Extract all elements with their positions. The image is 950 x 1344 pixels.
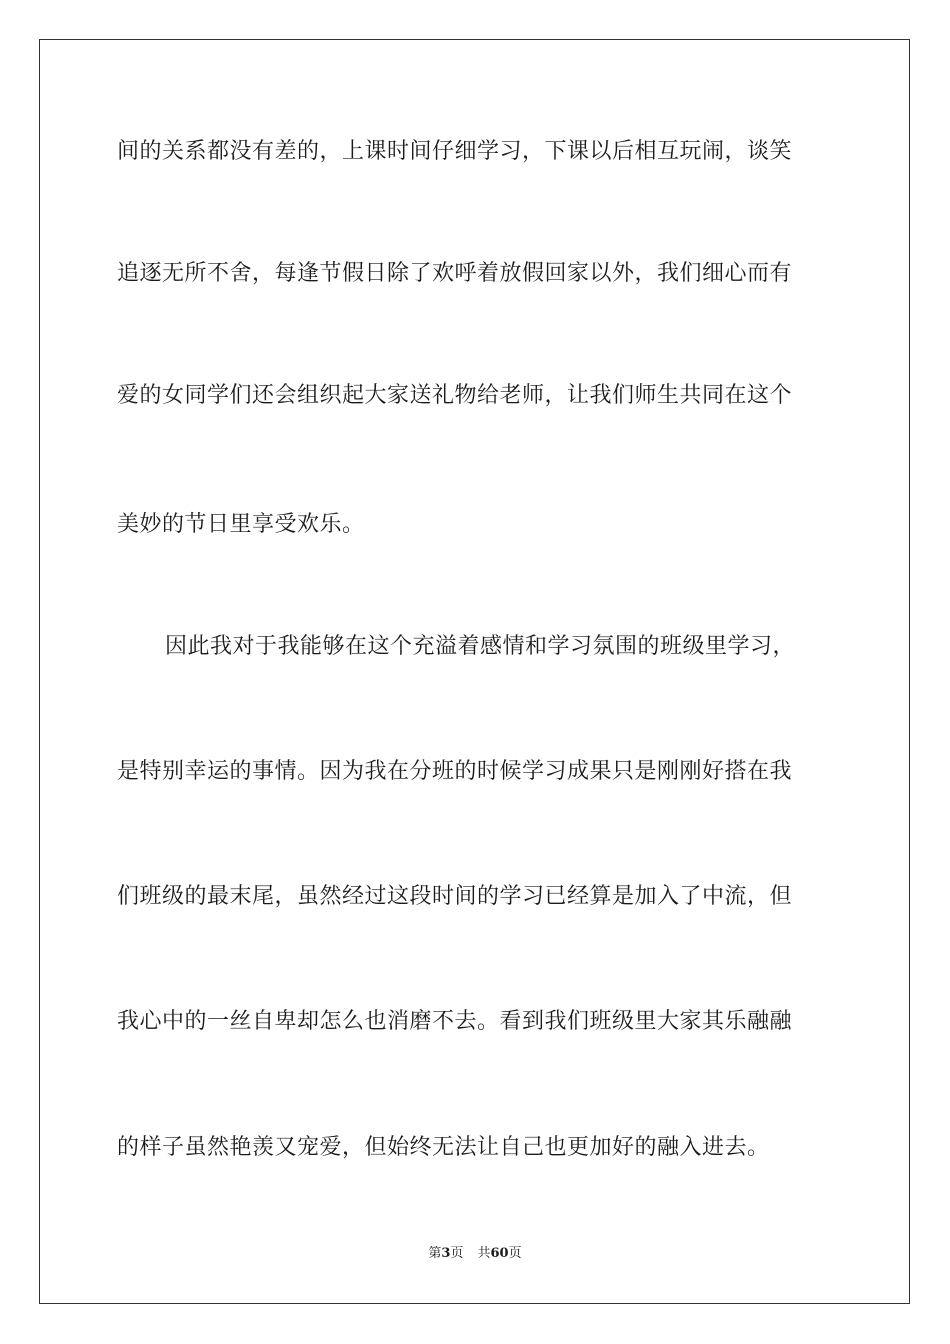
text-line-6: 是特别幸运的事情。因为我在分班的时候学习成果只是刚刚好搭在我 — [117, 759, 793, 784]
page-suffix: 页 — [450, 1246, 464, 1261]
page-number: 3 — [441, 1246, 451, 1261]
text-line-1: 间的关系都没有差的，上课时间仔细学习，下课以后相互玩闹，谈笑 — [117, 139, 793, 164]
total-prefix: 共 — [477, 1246, 491, 1261]
text-line-3: 爱的女同学们还会组织起大家送礼物给老师，让我们师生共同在这个 — [117, 383, 793, 408]
total-pages: 60 — [490, 1246, 509, 1261]
text-line-9: 的样子虽然艳羡又宠爱，但始终无法让自己也更加好的融入进去。 — [117, 1135, 770, 1160]
page-border — [39, 39, 910, 1304]
page-footer — [0, 1245, 950, 1263]
page-prefix: 第 — [428, 1246, 442, 1261]
text-line-8: 我心中的一丝自卑却怎么也消磨不去。看到我们班级里大家其乐融融 — [117, 1009, 793, 1034]
text-line-4: 美妙的节日里享受欢乐。 — [117, 512, 365, 537]
text-line-2: 追逐无所不舍，每逢节假日除了欢呼着放假回家以外，我们细心而有 — [117, 261, 793, 286]
text-line-5-indented: 因此我对于我能够在这个充溢着感情和学习氛围的班级里学习， — [165, 634, 796, 659]
text-line-7: 们班级的最末尾，虽然经过这段时间的学习已经算是加入了中流，但 — [117, 884, 793, 909]
total-suffix: 页 — [508, 1246, 522, 1261]
